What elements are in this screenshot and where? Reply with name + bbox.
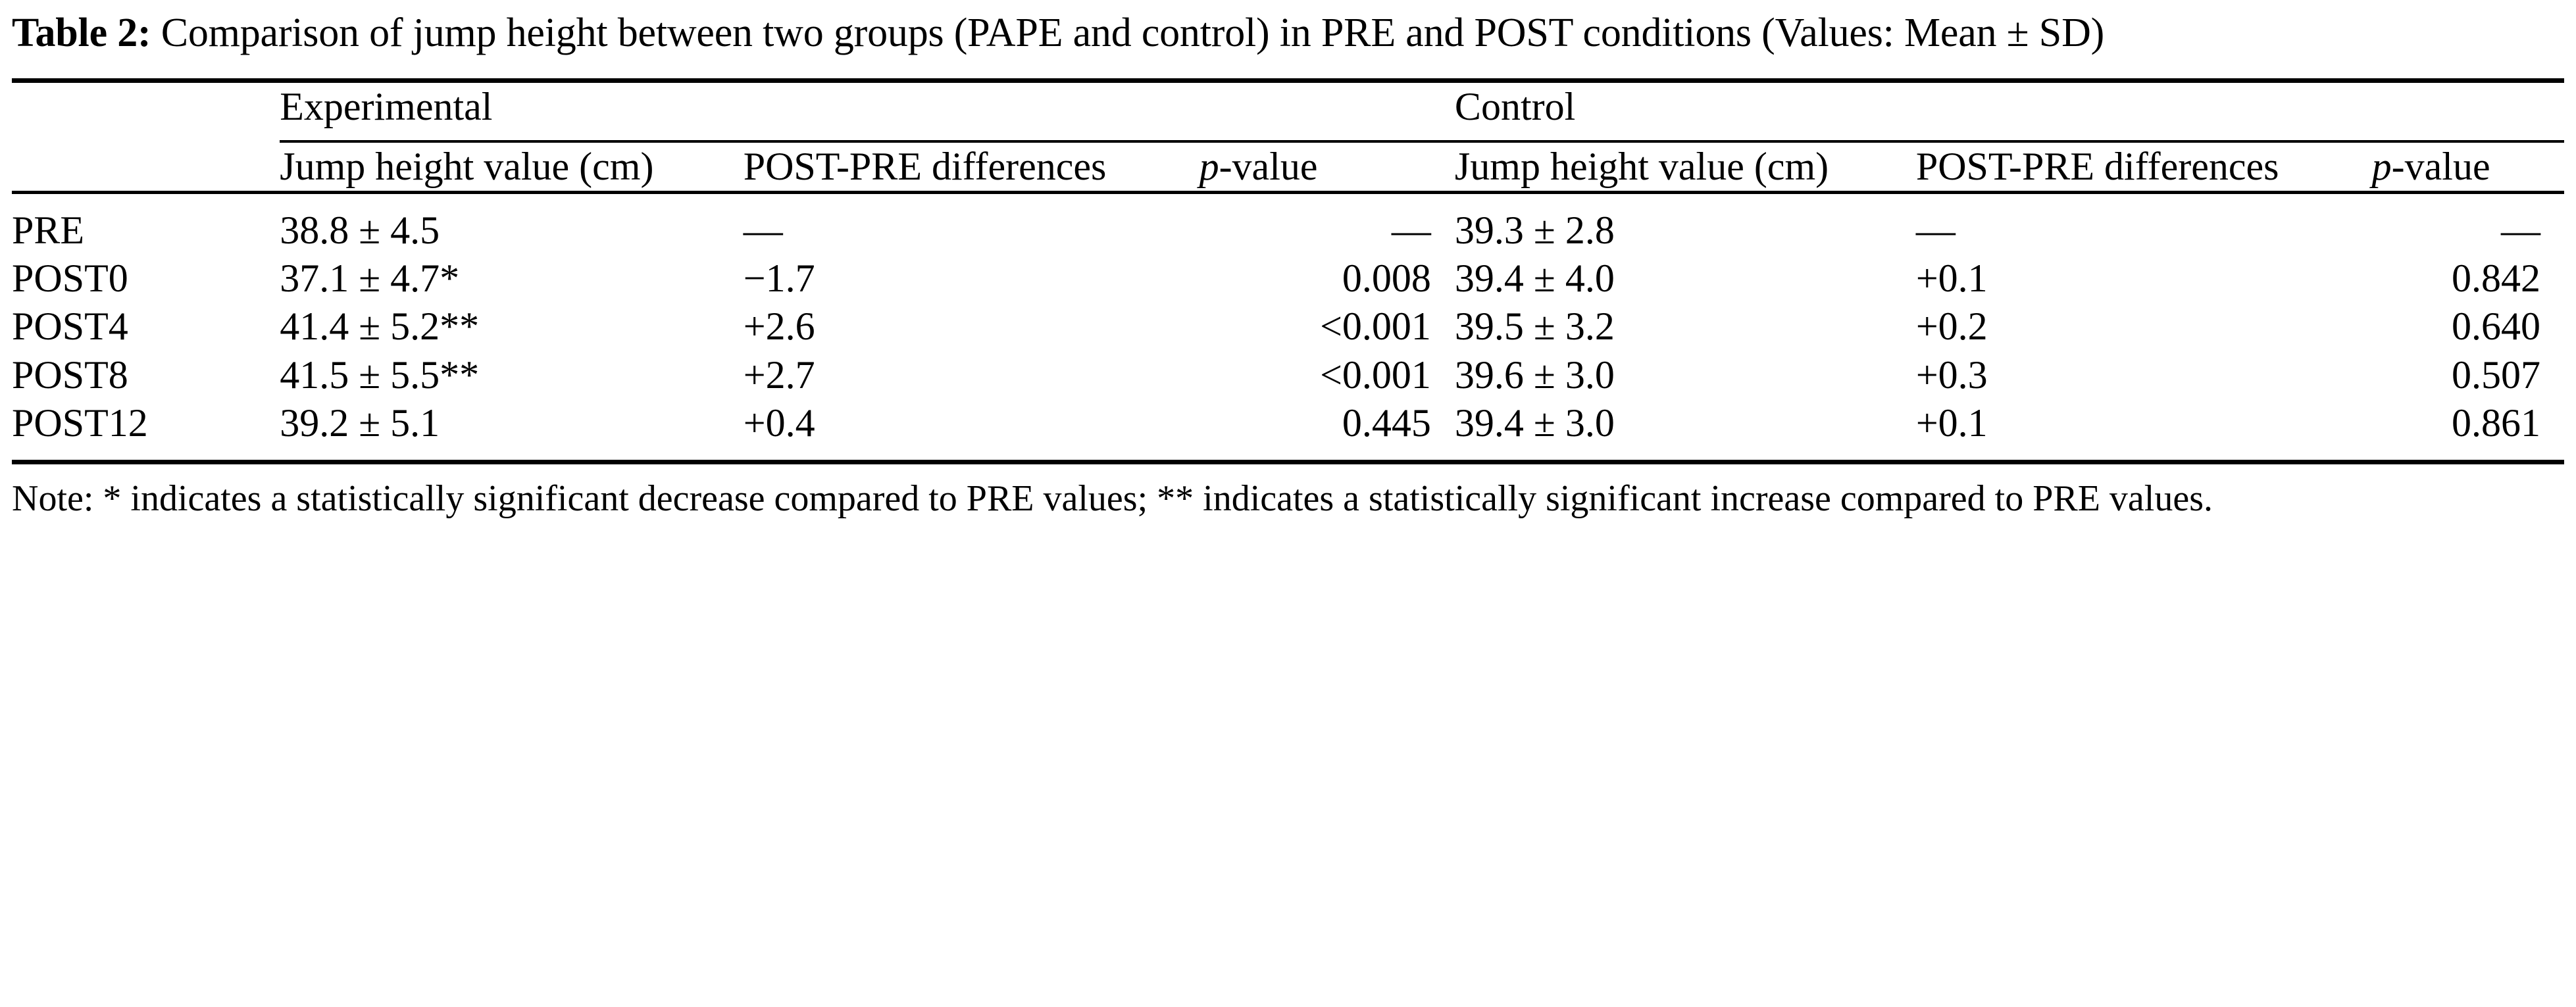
column-header-ctl-pvalue bbox=[2372, 143, 2564, 193]
pvalue-italic-p: p bbox=[1199, 144, 1219, 188]
group-header-control: Control bbox=[1455, 80, 2564, 143]
row-label: PRE bbox=[12, 192, 280, 255]
group-header-row bbox=[12, 80, 2564, 143]
table-row bbox=[12, 255, 2564, 303]
table-row bbox=[12, 351, 2564, 399]
cell-exp-value: 37.1 ± 4.7* bbox=[280, 257, 460, 301]
cell-ctl-pvalue: 0.507 bbox=[2452, 353, 2540, 397]
group-header-experimental: Experimental bbox=[280, 80, 1455, 143]
column-header-ctl-difference: POST-PRE differences bbox=[1915, 144, 2279, 188]
cell-exp-pvalue: <0.001 bbox=[1320, 305, 1431, 349]
pvalue-rest: -value bbox=[1219, 144, 1318, 188]
cell-ctl-difference: +0.2 bbox=[1915, 305, 1988, 349]
cell-ctl-value: 39.6 ± 3.0 bbox=[1454, 353, 1615, 397]
cell-exp-difference: — bbox=[744, 192, 1200, 255]
cell-exp-value: 41.4 ± 5.2** bbox=[280, 305, 480, 349]
cell-ctl-difference: — bbox=[1916, 192, 2372, 255]
table-caption-label: Table 2: bbox=[12, 11, 151, 55]
cell-exp-pvalue: 0.445 bbox=[1200, 399, 1455, 462]
table-caption-text: Comparison of jump height between two groups (PAPE and control) in PRE and POST conditions (Values: Mean ± SD) bbox=[151, 11, 2105, 55]
cell-exp-difference: −1.7 bbox=[743, 257, 815, 301]
cell-exp-value: 38.8 ± 4.5 bbox=[280, 192, 743, 255]
cell-ctl-difference: +0.1 bbox=[1915, 257, 1988, 301]
cell-exp-pvalue: 0.008 bbox=[1342, 257, 1431, 301]
cell-ctl-pvalue: 0.842 bbox=[2452, 257, 2540, 301]
cell-exp-difference: +2.7 bbox=[743, 353, 815, 397]
row-label: POST12 bbox=[12, 399, 280, 462]
column-header-row-label bbox=[12, 143, 280, 193]
pvalue-rest: -value bbox=[2391, 144, 2490, 188]
column-header-ctl-value: Jump height value (cm) bbox=[1454, 144, 1829, 188]
cell-exp-value: 41.5 ± 5.5** bbox=[280, 353, 480, 397]
cell-ctl-pvalue: 0.640 bbox=[2452, 305, 2540, 349]
table-row bbox=[12, 399, 2564, 462]
column-header-row bbox=[12, 143, 2564, 193]
column-header-exp-pvalue bbox=[1200, 143, 1455, 193]
results-table bbox=[12, 78, 2564, 464]
cell-ctl-value: 39.5 ± 3.2 bbox=[1454, 305, 1615, 349]
column-header-exp-value: Jump height value (cm) bbox=[280, 144, 654, 188]
row-label: POST0 bbox=[12, 257, 128, 301]
group-header-empty bbox=[12, 80, 280, 143]
cell-ctl-value: 39.4 ± 4.0 bbox=[1454, 257, 1615, 301]
cell-ctl-pvalue: 0.861 bbox=[2372, 399, 2564, 462]
cell-exp-difference: +0.4 bbox=[744, 399, 1200, 462]
table-caption bbox=[12, 7, 2564, 60]
row-label: POST4 bbox=[12, 305, 128, 349]
cell-exp-value: 39.2 ± 5.1 bbox=[280, 399, 743, 462]
cell-exp-pvalue: <0.001 bbox=[1320, 353, 1431, 397]
table-note: Note: * indicates a statistically significant decrease compared to PRE values; ** indicates a statistically significant increase compared to PRE values. bbox=[12, 478, 2213, 519]
cell-ctl-difference: +0.3 bbox=[1915, 353, 1988, 397]
column-header-exp-difference: POST-PRE differences bbox=[743, 144, 1107, 188]
cell-ctl-value: 39.4 ± 3.0 bbox=[1455, 399, 1916, 462]
cell-ctl-difference: +0.1 bbox=[1916, 399, 2372, 462]
cell-exp-difference: +2.6 bbox=[743, 305, 815, 349]
cell-ctl-value: 39.3 ± 2.8 bbox=[1455, 192, 1916, 255]
table-row bbox=[12, 192, 2564, 255]
cell-ctl-pvalue: — bbox=[2372, 192, 2564, 255]
table-row bbox=[12, 303, 2564, 351]
row-label: POST8 bbox=[12, 353, 128, 397]
cell-exp-pvalue: — bbox=[1200, 192, 1455, 255]
pvalue-italic-p: p bbox=[2371, 144, 2392, 188]
